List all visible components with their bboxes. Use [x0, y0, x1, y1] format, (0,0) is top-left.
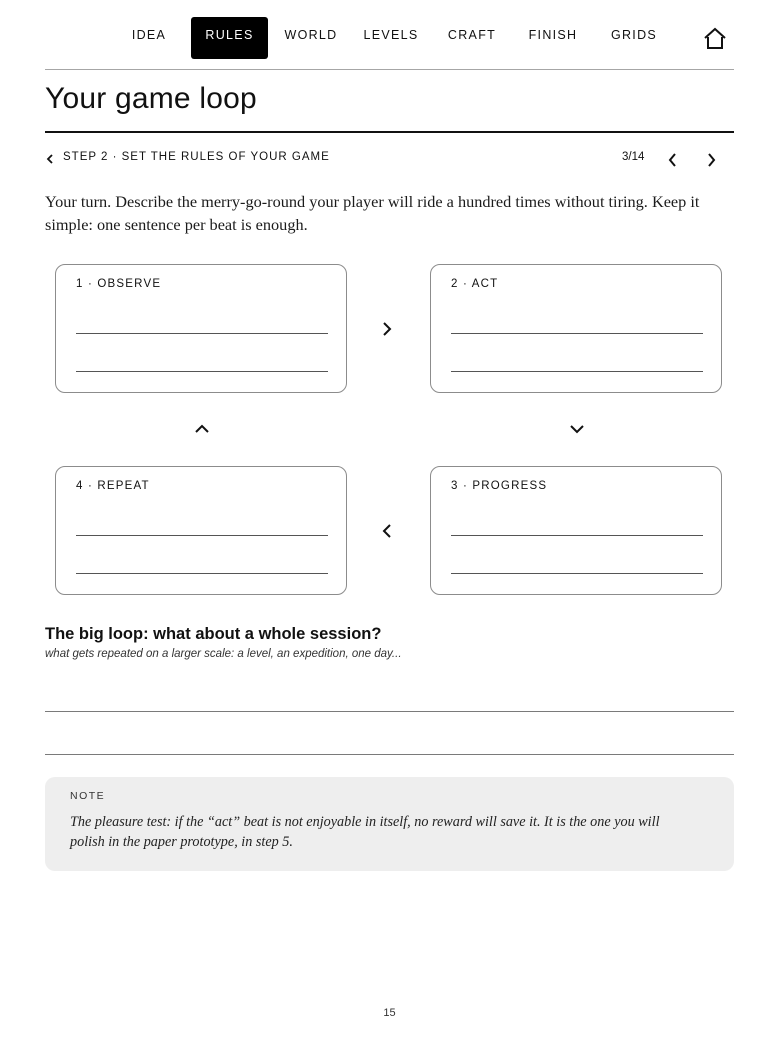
beat-progress-label: 3 · PROGRESS — [451, 480, 548, 492]
beat-repeat-line-2[interactable] — [76, 573, 328, 574]
page-title: Your game loop — [45, 82, 257, 115]
beat-repeat-line-1[interactable] — [76, 535, 328, 536]
next-page-button[interactable] — [703, 151, 719, 169]
beat-observe-line-1[interactable] — [76, 333, 328, 334]
tab-finish[interactable]: FINISH — [528, 28, 578, 42]
beat-progress-line-1[interactable] — [451, 535, 703, 536]
note-label: NOTE — [70, 790, 106, 802]
tab-rules[interactable]: RULES — [191, 17, 268, 59]
session-answer-line-1[interactable] — [45, 711, 734, 712]
session-answer-line-2[interactable] — [45, 754, 734, 755]
beat-act-line-1[interactable] — [451, 333, 703, 334]
tab-grids[interactable]: GRIDS — [610, 28, 658, 42]
beat-observe-line-2[interactable] — [76, 371, 328, 372]
beat-act-line-2[interactable] — [451, 371, 703, 372]
tab-craft[interactable]: CRAFT — [447, 28, 497, 42]
chevron-right-icon — [703, 151, 719, 169]
step-back-button[interactable] — [45, 152, 57, 166]
page-number: 15 — [383, 1007, 396, 1019]
tab-world[interactable]: WORLD — [284, 28, 338, 42]
beat-progress-line-2[interactable] — [451, 573, 703, 574]
chevron-left-icon — [665, 151, 681, 169]
chevron-left-icon — [378, 522, 396, 540]
chevron-down-icon — [568, 420, 586, 438]
step-header — [45, 148, 734, 170]
note-box — [45, 777, 734, 871]
home-icon — [702, 26, 728, 52]
nav-divider — [45, 69, 734, 70]
step-label: STEP 2 · SET THE RULES OF YOUR GAME — [63, 151, 330, 163]
session-heading: The big loop: what about a whole session? — [45, 625, 382, 643]
tab-levels[interactable]: LEVELS — [363, 28, 419, 42]
top-nav — [0, 16, 779, 60]
page-counter: 3/14 — [622, 151, 645, 163]
beat-repeat-box — [55, 466, 347, 595]
beat-progress-box — [430, 466, 722, 595]
tab-idea[interactable]: IDEA — [131, 28, 167, 42]
beat-observe-label: 1 · OBSERVE — [76, 278, 162, 290]
home-button[interactable] — [702, 26, 728, 52]
chevron-left-icon — [45, 152, 57, 166]
title-divider — [45, 131, 734, 133]
note-text: The pleasure test: if the “act” beat is not enjoyable in itself, no reward will save it. It is the one you will polish in the paper prototype, in step 5. — [70, 814, 660, 850]
intro-text: Your turn. Describe the merry-go-round your player will ride a hundred times without tiring. Keep it simple: one sentence per beat is enough. — [45, 192, 700, 234]
session-subtitle: what gets repeated on a larger scale: a level, an expedition, one day... — [45, 648, 402, 660]
chevron-right-icon — [378, 320, 396, 338]
beat-observe-box — [55, 264, 347, 393]
previous-page-button[interactable] — [665, 151, 681, 169]
beat-repeat-label: 4 · REPEAT — [76, 480, 150, 492]
beat-act-label: 2 · ACT — [451, 278, 499, 290]
chevron-up-icon — [193, 420, 211, 438]
beat-act-box — [430, 264, 722, 393]
